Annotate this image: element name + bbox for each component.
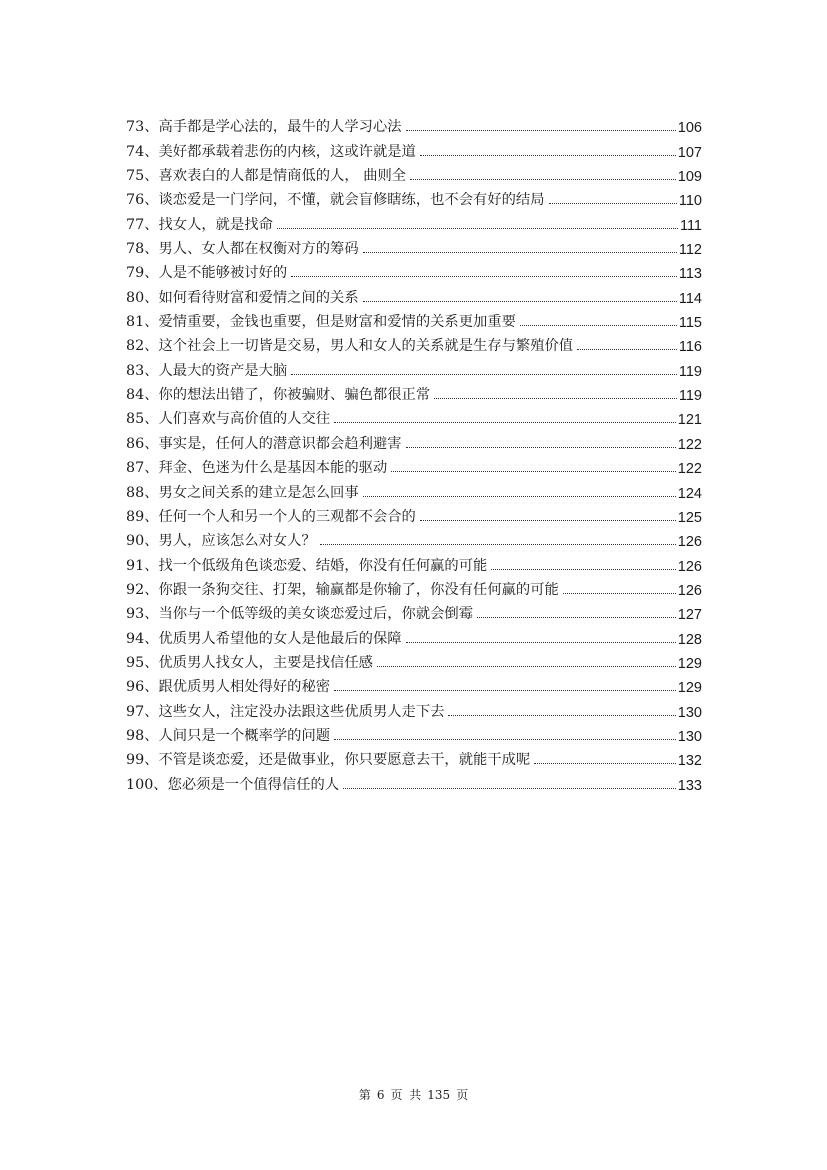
toc-entry-number: 99、 <box>126 752 159 769</box>
toc-dot-leader <box>334 690 676 691</box>
toc-entry[interactable] <box>126 745 702 769</box>
toc-entry-title: 男人，应该怎么对女人？ <box>158 533 316 550</box>
toc-entry[interactable] <box>126 258 702 282</box>
toc-dot-leader <box>549 203 677 204</box>
toc-entry-title: 谈恋爱是一门学问，不懂，就会盲修瞎练，也不会有好的结局 <box>158 192 545 209</box>
toc-entry-page: 127 <box>677 607 702 624</box>
toc-dot-leader <box>277 228 678 229</box>
footer-current-page: 6 <box>376 1088 385 1102</box>
footer-middle: 页 共 <box>390 1088 422 1102</box>
toc-entry-title: 任何一个人和另一个人的三观都不会合的 <box>158 508 416 525</box>
toc-entry-title: 当你与一个低等级的美女谈恋爱过后，你就会倒霉 <box>158 606 474 623</box>
toc-entry-number: 89、 <box>126 508 159 525</box>
toc-entry-number: 96、 <box>126 679 159 696</box>
toc-entry-title: 这个社会上一切皆是交易，男人和女人的关系就是生存与繁殖价值 <box>158 338 574 355</box>
toc-entry-number: 91、 <box>126 557 159 574</box>
toc-entry-number: 94、 <box>126 630 159 647</box>
toc-entry-number: 100、 <box>126 776 168 793</box>
toc-entry-page: 115 <box>678 315 702 332</box>
toc-entry-title: 找一个低级角色谈恋爱、结婚，你没有任何赢的可能 <box>158 557 488 574</box>
toc-entry[interactable] <box>126 209 702 233</box>
toc-dot-leader <box>520 325 677 326</box>
toc-entry-number: 93、 <box>126 606 159 623</box>
toc-entry-number: 88、 <box>126 484 159 501</box>
toc-entry[interactable] <box>126 453 702 477</box>
toc-entry-page: 119 <box>678 388 702 405</box>
toc-entry[interactable] <box>126 672 702 696</box>
toc-dot-leader <box>320 544 676 545</box>
toc-dot-leader <box>448 715 675 716</box>
toc-entry-number: 79、 <box>126 265 159 282</box>
footer-prefix: 第 <box>358 1088 371 1102</box>
toc-entry-title: 不管是谈恋爱，还是做事业，你只要愿意去干，就能干成呢 <box>158 752 531 769</box>
toc-entry-page: 112 <box>678 242 702 259</box>
toc-entry-page: 119 <box>678 363 702 380</box>
toc-entry[interactable] <box>126 769 702 793</box>
toc-entry[interactable] <box>126 161 702 185</box>
toc-entry-title: 人是不能够被讨好的 <box>158 265 288 282</box>
toc-entry[interactable] <box>126 185 702 209</box>
toc-entry[interactable] <box>126 136 702 160</box>
toc-dot-leader <box>406 447 676 448</box>
toc-entry-title: 找女人，就是找命 <box>158 216 273 233</box>
page-footer <box>0 1086 827 1103</box>
toc-entry-title: 人最大的资产是大脑 <box>158 362 288 379</box>
toc-entry-page: 106 <box>677 120 702 137</box>
toc-entry-page: 126 <box>677 534 702 551</box>
toc-entry-page: 133 <box>677 777 702 794</box>
toc-entry-number: 78、 <box>126 241 159 258</box>
toc-dot-leader <box>420 520 676 521</box>
toc-entry[interactable] <box>126 282 702 306</box>
toc-entry-title: 优质男人希望他的女人是他最后的保障 <box>158 630 402 647</box>
toc-entry-page: 129 <box>677 680 702 697</box>
toc-entry-title: 你跟一条狗交往、打架，输赢都是你输了，你没有任何赢的可能 <box>158 581 559 598</box>
toc-entry-page: 129 <box>677 655 702 672</box>
toc-dot-leader <box>534 763 676 764</box>
toc-entry-page: 125 <box>677 509 702 526</box>
toc-entry[interactable] <box>126 307 702 331</box>
toc-entry-page: 128 <box>677 631 702 648</box>
toc-entry-page: 124 <box>677 485 702 502</box>
toc-entry-number: 95、 <box>126 654 159 671</box>
toc-entry-title: 这些女人，注定没办法跟这些优质男人走下去 <box>158 703 445 720</box>
toc-dot-leader <box>391 471 676 472</box>
toc-entry-page: 126 <box>677 558 702 575</box>
toc-entry-page: 126 <box>677 582 702 599</box>
toc-dot-leader <box>343 788 676 789</box>
toc-entry-page: 132 <box>677 753 702 770</box>
toc-entry[interactable] <box>126 526 702 550</box>
toc-entry[interactable] <box>126 234 702 258</box>
toc-entry[interactable] <box>126 648 702 672</box>
toc-entry[interactable] <box>126 696 702 720</box>
toc-dot-leader <box>577 349 677 350</box>
toc-entry-number: 86、 <box>126 435 159 452</box>
toc-entry-page: 111 <box>679 217 702 234</box>
toc-entry-number: 87、 <box>126 460 159 477</box>
toc-entry-title: 如何看待财富和爱情之间的关系 <box>158 289 359 306</box>
toc-entry-page: 122 <box>677 436 702 453</box>
footer-total-pages: 135 <box>427 1088 451 1102</box>
toc-entry-page: 122 <box>677 461 702 478</box>
toc-entry-number: 97、 <box>126 703 159 720</box>
toc-entry-title: 喜欢表白的人都是情商低的人， 曲则全 <box>158 168 407 185</box>
toc-entry[interactable] <box>126 599 702 623</box>
toc-dot-leader <box>420 155 676 156</box>
toc-entry[interactable] <box>126 355 702 379</box>
toc-entry-page: 114 <box>678 290 702 307</box>
toc-entry-page: 109 <box>677 169 702 186</box>
toc-entry-title: 优质男人找女人，主要是找信任感 <box>158 654 373 671</box>
toc-dot-leader <box>291 374 677 375</box>
toc-entry-number: 74、 <box>126 143 159 160</box>
toc-entry-page: 116 <box>678 339 702 356</box>
toc-entry-title: 你的想法出错了，你被骗财、骗色都很正常 <box>158 387 431 404</box>
toc-dot-leader <box>406 130 676 131</box>
toc-entry-number: 84、 <box>126 387 159 404</box>
toc-entry-title: 美好都承载着悲伤的内核，这或许就是道 <box>158 143 416 160</box>
toc-entry[interactable] <box>126 550 702 574</box>
toc-entry-page: 107 <box>677 144 702 161</box>
toc-entry-number: 80、 <box>126 289 159 306</box>
toc-dot-leader <box>363 301 677 302</box>
toc-entry-number: 76、 <box>126 192 159 209</box>
toc-entry[interactable] <box>126 428 702 452</box>
toc-entry-number: 73、 <box>126 119 159 136</box>
toc-entry-title: 跟优质男人相处得好的秘密 <box>158 679 331 696</box>
toc-entry[interactable] <box>126 112 702 136</box>
toc-dot-leader <box>363 252 677 253</box>
toc-entry-page: 121 <box>677 412 702 429</box>
toc-entry-title: 人间只是一个概率学的问题 <box>158 727 331 744</box>
toc-dot-leader <box>434 398 677 399</box>
toc-entry[interactable] <box>126 477 702 501</box>
table-of-contents <box>126 112 702 794</box>
toc-entry-number: 77、 <box>126 216 159 233</box>
toc-entry-page: 110 <box>678 193 702 210</box>
toc-entry[interactable] <box>126 380 702 404</box>
toc-dot-leader <box>477 617 676 618</box>
toc-dot-leader <box>491 569 675 570</box>
toc-entry-title: 高手都是学心法的，最牛的人学习心法 <box>158 119 402 136</box>
toc-entry-title: 拜金、色迷为什么是基因本能的驱动 <box>158 460 388 477</box>
toc-dot-leader <box>291 276 677 277</box>
toc-dot-leader <box>406 642 676 643</box>
toc-dot-leader <box>334 739 676 740</box>
toc-dot-leader <box>334 422 676 423</box>
toc-dot-leader <box>377 666 676 667</box>
toc-entry[interactable] <box>126 404 702 428</box>
toc-entry-number: 90、 <box>126 533 159 550</box>
toc-entry-number: 92、 <box>126 581 159 598</box>
toc-entry-page: 113 <box>678 266 702 283</box>
toc-entry-number: 75、 <box>126 168 159 185</box>
toc-entry-number: 85、 <box>126 411 159 428</box>
toc-entry[interactable] <box>126 502 702 526</box>
toc-entry-number: 98、 <box>126 727 159 744</box>
toc-entry[interactable] <box>126 575 702 599</box>
toc-entry[interactable] <box>126 721 702 745</box>
toc-entry[interactable] <box>126 623 702 647</box>
toc-entry-title: 爱情重要，金钱也重要，但是财富和爱情的关系更加重要 <box>158 314 516 331</box>
toc-dot-leader <box>410 179 676 180</box>
toc-entry-title: 事实是，任何人的潜意识都会趋利避害 <box>158 435 402 452</box>
toc-entry-number: 81、 <box>126 314 159 331</box>
toc-entry-title: 男女之间关系的建立是怎么回事 <box>158 484 359 501</box>
toc-entry-title: 人们喜欢与高价值的人交往 <box>158 411 331 428</box>
toc-dot-leader <box>363 496 676 497</box>
toc-entry-title: 您必须是一个值得信任的人 <box>167 776 340 793</box>
footer-suffix: 页 <box>456 1088 469 1102</box>
toc-entry-page: 130 <box>677 728 702 745</box>
toc-entry-page: 130 <box>677 704 702 721</box>
toc-entry-title: 男人、女人都在权衡对方的筹码 <box>158 241 359 258</box>
toc-dot-leader <box>563 593 676 594</box>
toc-entry-number: 82、 <box>126 338 159 355</box>
toc-entry[interactable] <box>126 331 702 355</box>
toc-entry-number: 83、 <box>126 362 159 379</box>
